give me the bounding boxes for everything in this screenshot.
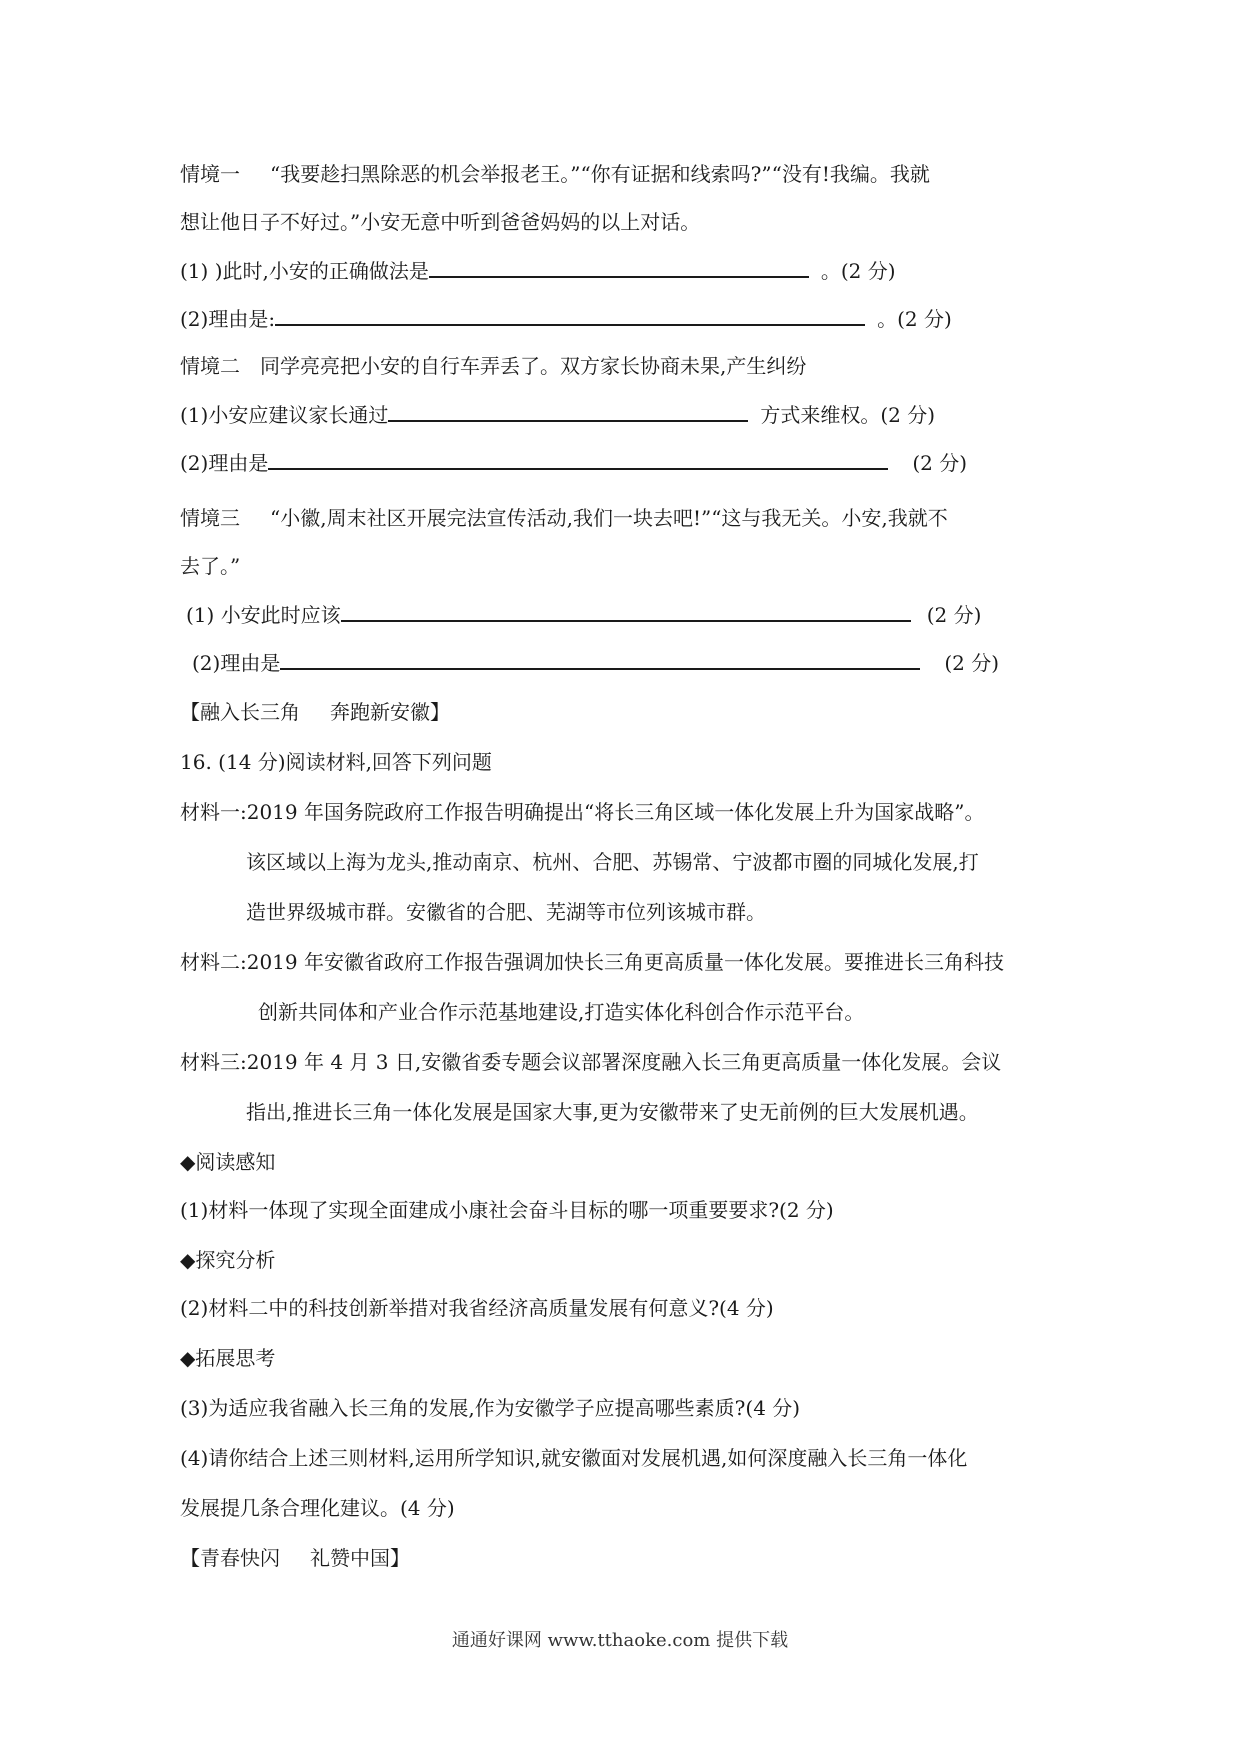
scenario3-title: 情境三 xyxy=(180,506,240,530)
subquestion-4-line2: 发展提几条合理化建议。(4 分) xyxy=(180,1496,455,1520)
question-prompt: (2)理由是: xyxy=(180,307,276,331)
section-heading-right: 奔跑新安徽】 xyxy=(330,700,450,724)
scenario1-question2 xyxy=(180,294,952,342)
question16-header: 16. (14 分)阅读材料,回答下列问题 xyxy=(180,750,492,774)
question-prompt: (1) 小安此时应该 xyxy=(186,603,341,627)
scenario1-line1 xyxy=(180,150,930,198)
scenario3-question1 xyxy=(186,590,981,638)
answer-blank[interactable] xyxy=(280,638,920,670)
material3-line1: 材料三:2019 年 4 月 3 日,安徽省委专题会议部署深度融入长三角更高质量一体化发展。会议 xyxy=(180,1050,1002,1074)
section-heading-left: 【青春快闪 xyxy=(180,1546,280,1570)
material1-line3: 造世界级城市群。安徽省的合肥、芜湖等市位列该城市群。 xyxy=(246,900,766,924)
material2-line1: 材料二:2019 年安徽省政府工作报告强调加快长三角更高质量一体化发展。要推进长三角科技 xyxy=(180,950,1004,974)
scenario1-line2: 想让他日子不好过。”小安无意中听到爸爸妈妈的以上对话。 xyxy=(180,210,701,234)
question-prompt: (1)小安应建议家长通过 xyxy=(180,403,389,427)
page-footer: 通通好课网 www.tthaoke.com 提供下载 xyxy=(451,1630,789,1651)
scenario1-question1 xyxy=(180,246,896,294)
scenario1-dialogue: “我要趁扫黑除恶的机会举报老王。”“你有证据和线索吗?”“没有!我编。我就 xyxy=(270,162,930,186)
material3-line2: 指出,推进长三角一体化发展是国家大事,更为安徽带来了史无前例的巨大发展机遇。 xyxy=(246,1100,979,1124)
score-label: 方式来维权。(2 分) xyxy=(760,403,936,427)
scenario3-dialogue: “小徽,周末社区开展完法宣传活动,我们一块去吧!”“这与我无关。小安,我就不 xyxy=(270,506,948,530)
answer-blank[interactable] xyxy=(275,294,865,326)
subheading-reading: ◆阅读感知 xyxy=(180,1150,276,1174)
question-prompt: (1) )此时,小安的正确做法是 xyxy=(180,259,429,283)
scenario2-question2 xyxy=(180,438,967,486)
material1-line2: 该区域以上海为龙头,推动南京、杭州、合肥、苏锡常、宁波都市圈的同城化发展,打 xyxy=(246,850,979,874)
material2-line2: 创新共同体和产业合作示范基地建设,打造实体化科创合作示范平台。 xyxy=(258,1000,865,1024)
answer-blank[interactable] xyxy=(429,246,809,278)
section-heading-right: 礼赞中国】 xyxy=(310,1546,410,1570)
section-heading-yangtze xyxy=(180,688,450,736)
score-label: (2 分) xyxy=(944,651,1000,675)
subheading-expand: ◆拓展思考 xyxy=(180,1346,276,1370)
score-label: 。(2 分) xyxy=(877,307,952,331)
answer-blank[interactable] xyxy=(268,438,888,470)
material1-line1: 材料一:2019 年国务院政府工作报告明确提出“将长三角区域一体化发展上升为国家战略”。 xyxy=(180,800,985,824)
scenario1-title: 情境一 xyxy=(180,162,240,186)
subquestion-1: (1)材料一体现了实现全面建成小康社会奋斗目标的哪一项重要要求?(2 分) xyxy=(180,1198,834,1222)
answer-blank[interactable] xyxy=(388,390,748,422)
question-prompt: (2)理由是 xyxy=(192,651,281,675)
answer-blank[interactable] xyxy=(341,590,911,622)
subquestion-3: (3)为适应我省融入长三角的发展,作为安徽学子应提高哪些素质?(4 分) xyxy=(180,1396,801,1420)
subquestion-2: (2)材料二中的科技创新举措对我省经济高质量发展有何意义?(4 分) xyxy=(180,1296,774,1320)
question-prompt: (2)理由是 xyxy=(180,451,269,475)
score-label: (2 分) xyxy=(912,451,968,475)
section-heading-youth xyxy=(180,1534,410,1582)
scenario3-question2 xyxy=(192,638,999,686)
scenario3-line1 xyxy=(180,494,948,542)
subquestion-4-line1: (4)请你结合上述三则材料,运用所学知识,就安徽面对发展机遇,如何深度融入长三角一体化 xyxy=(180,1446,968,1470)
scenario2-line1 xyxy=(180,342,806,390)
scenario2-question1 xyxy=(180,390,935,438)
subheading-explore: ◆探究分析 xyxy=(180,1248,276,1272)
score-label: (2 分) xyxy=(926,603,982,627)
scenario2-description: 同学亮亮把小安的自行车弄丢了。双方家长协商未果,产生纠纷 xyxy=(260,354,807,378)
scenario3-line2: 去了。” xyxy=(180,554,241,578)
score-label: 。(2 分) xyxy=(820,259,896,283)
section-heading-left: 【融入长三角 xyxy=(180,700,300,724)
scenario2-title: 情境二 xyxy=(180,354,240,378)
